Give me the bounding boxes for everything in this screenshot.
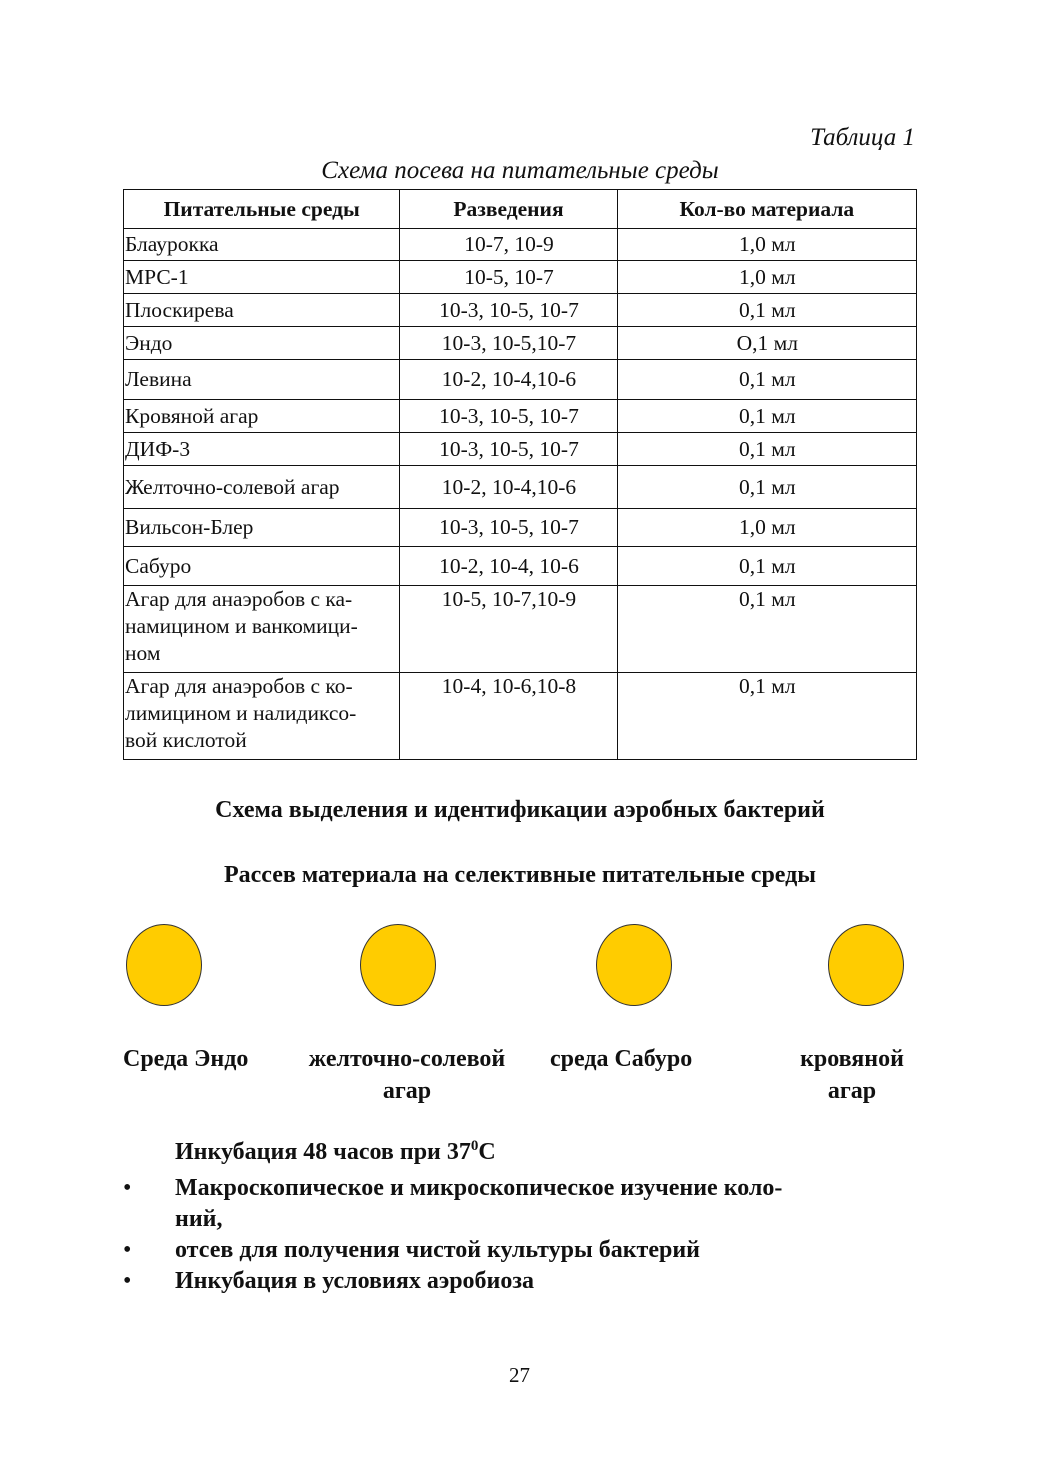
table-caption: Схема посева на питательные среды <box>321 157 719 184</box>
volume-cell: 0,1 мл <box>617 547 916 586</box>
medium-cell: Агар для анаэробов с ка- намицином и ванкомици- ном <box>124 586 400 673</box>
dilution-cell: 10-5, 10-7 <box>400 261 617 294</box>
dilution-cell: 10-3, 10-5, 10-7 <box>400 294 617 327</box>
degree-superscript: 0 <box>470 1138 479 1154</box>
column-header: Кол-во материала <box>617 190 916 229</box>
volume-cell: 0,1 мл <box>617 360 916 400</box>
table-row <box>124 229 917 261</box>
plate-label: Среда Эндо <box>123 1046 249 1072</box>
scheme-heading: Схема выделения и идентификации аэробных бактерий <box>215 797 825 823</box>
medium-cell: Желточно-солевой агар <box>124 466 400 509</box>
medium-cell: Блаурокка <box>124 229 400 261</box>
bullet: • <box>123 1268 132 1294</box>
list-item <box>123 1266 917 1297</box>
petri-dish-sabouraud <box>596 924 672 1006</box>
incubation-line <box>175 1138 496 1166</box>
incubation-text: Инкубация 48 часов при 37 <box>175 1139 471 1165</box>
dilution-cell: 10-2, 10-4,10-6 <box>400 360 617 400</box>
table-row <box>124 466 917 509</box>
volume-cell: 0,1 мл <box>617 433 916 466</box>
volume-cell: 1,0 мл <box>617 509 916 547</box>
dilution-cell: 10-5, 10-7,10-9 <box>400 586 617 673</box>
dilution-cell: 10-3, 10-5,10-7 <box>400 327 617 360</box>
medium-cell: МРС-1 <box>124 261 400 294</box>
table-row <box>124 673 917 760</box>
medium-cell: Кровяной агар <box>124 400 400 433</box>
column-header: Питательные среды <box>124 190 400 229</box>
table-row <box>124 509 917 547</box>
table-row <box>124 294 917 327</box>
page-number: 27 <box>509 1363 530 1387</box>
medium-cell: Сабуро <box>124 547 400 586</box>
dilution-cell: 10-3, 10-5, 10-7 <box>400 400 617 433</box>
table-header-row <box>124 190 917 229</box>
step-text: Инкубация в условиях аэробиоза <box>175 1268 535 1294</box>
volume-cell: 1,0 мл <box>617 229 916 261</box>
volume-cell: 0,1 мл <box>617 673 916 760</box>
volume-cell: 0,1 мл <box>617 466 916 509</box>
table-row <box>124 547 917 586</box>
medium-cell: Плоскирева <box>124 294 400 327</box>
table-row <box>124 433 917 466</box>
medium-cell: Левина <box>124 360 400 400</box>
dilution-cell: 10-2, 10-4, 10-6 <box>400 547 617 586</box>
volume-cell: 1,0 мл <box>617 261 916 294</box>
list-item <box>123 1173 917 1235</box>
dilution-cell: 10-2, 10-4,10-6 <box>400 466 617 509</box>
table-row <box>124 261 917 294</box>
table-body <box>124 229 917 760</box>
plate-label: кровяной агар <box>800 1046 904 1104</box>
volume-cell: 0,1 мл <box>617 294 916 327</box>
volume-cell: 0,1 мл <box>617 400 916 433</box>
incubation-unit: С <box>478 1139 496 1165</box>
table-row <box>124 586 917 673</box>
seeding-table <box>123 189 917 760</box>
plate-label: среда Сабуро <box>550 1046 693 1072</box>
table-row <box>124 327 917 360</box>
dilution-cell: 10-4, 10-6,10-8 <box>400 673 617 760</box>
petri-dish-yolk-salt <box>360 924 436 1006</box>
table-label: Таблица 1 <box>810 124 915 151</box>
medium-cell: Эндо <box>124 327 400 360</box>
volume-cell: 0,1 мл <box>617 586 916 673</box>
medium-cell: Агар для анаэробов с ко- лимицином и налидиксо- вой кислотой <box>124 673 400 760</box>
petri-dish-blood <box>828 924 904 1006</box>
bullet: • <box>123 1237 132 1263</box>
column-header: Разведения <box>400 190 617 229</box>
volume-cell: О,1 мл <box>617 327 916 360</box>
table-row <box>124 400 917 433</box>
plate-label: желточно-солевой агар <box>308 1046 506 1104</box>
dilution-cell: 10-7, 10-9 <box>400 229 617 261</box>
step-text: Макроскопическое и микроскопическое изучение коло- ний, <box>175 1175 783 1232</box>
medium-cell: ДИФ-3 <box>124 433 400 466</box>
step-text: отсев для получения чистой культуры бактерий <box>175 1237 700 1263</box>
bullet: • <box>123 1175 132 1201</box>
petri-dish-endo <box>126 924 202 1006</box>
steps-list <box>123 1173 917 1297</box>
dilution-cell: 10-3, 10-5, 10-7 <box>400 433 617 466</box>
list-item <box>123 1235 917 1266</box>
medium-cell: Вильсон-Блер <box>124 509 400 547</box>
table-row <box>124 360 917 400</box>
dilution-cell: 10-3, 10-5, 10-7 <box>400 509 617 547</box>
seeding-heading: Рассев материала на селективные питательные среды <box>223 862 817 888</box>
